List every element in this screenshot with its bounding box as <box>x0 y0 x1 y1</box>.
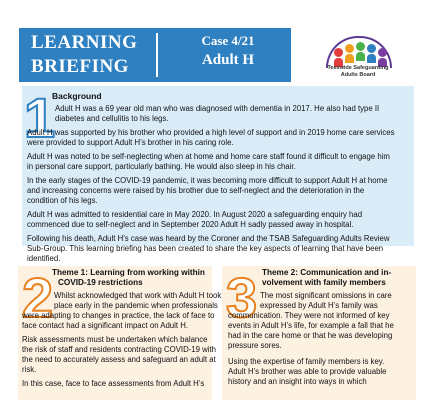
theme-2-line-4: events in Adult H’s life, for example a fall that he <box>228 321 394 330</box>
bg-para-4-line-3: condition of his legs. <box>27 196 98 205</box>
bg-para-1-line-2: diabetes and cellulitis to his legs. <box>55 114 169 123</box>
theme-2-line-3: communication. They were not informed of key <box>228 311 390 320</box>
theme-1-line-8: risk. <box>22 365 37 374</box>
title-line-2: BRIEFING <box>31 56 129 77</box>
bg-para-2-line-1: Adult H was supported by his brother who provided a high level of support and in 2019 home care services <box>27 128 395 137</box>
logo-person-green <box>356 42 365 51</box>
theme-2-line-1: The most significant omissions in care <box>260 291 392 300</box>
bg-para-6-line-3: identified. <box>27 254 61 263</box>
title-banner <box>19 28 291 82</box>
banner-divider <box>156 33 158 77</box>
tsab-logo <box>298 28 418 82</box>
background-heading: Background <box>52 91 102 101</box>
theme-2-heading-line-1: Theme 2: Communication and in- <box>262 268 392 277</box>
theme-1-line-3: were adapting to changes in practice, the lack of face to <box>22 311 215 320</box>
logo-body-orange <box>345 54 354 63</box>
bg-para-1-line-1: Adult H was a 69 year old man who was diagnosed with dementia in 2017. He also had type II <box>55 104 380 113</box>
title-line-1: LEARNING <box>31 32 138 53</box>
background-number: 1 <box>24 86 56 149</box>
logo-person-blue <box>367 44 376 53</box>
logo-person-purple <box>378 48 387 57</box>
theme-1-line-1: Whilst acknowledged that work with Adult H took <box>54 291 222 300</box>
theme-2-line-5: had in the care home or that he was developing <box>228 331 393 340</box>
bg-para-3-line-2: in personal care support, particularly bathing. He would also sleep in his chair. <box>27 162 296 171</box>
logo-person-orange <box>345 44 354 53</box>
bg-para-6-line-2: Sub-Group. This learning briefing has been created to share the key aspects of learning that have been <box>27 244 384 253</box>
theme-1-number: 2 <box>22 266 54 329</box>
theme-2-line-2: expressed by Adult H’s family was <box>260 301 378 310</box>
briefing-title <box>31 31 137 79</box>
case-number: Case 4/21 <box>201 33 255 48</box>
bg-para-4-line-1: In the early stages of the COVID-19 pandemic, it was becoming more difficult to support Adult H at home <box>27 176 388 185</box>
bg-para-4-line-2: and increasing concerns were raised by his brother due to self-neglect and the deterioration in the <box>27 186 365 195</box>
theme-2-line-7: Using the expertise of family members is key. <box>228 357 385 366</box>
theme-1-line-4: face contact had a significant impact on Adult H. <box>22 321 188 330</box>
logo-text-line-1: Teeswide Safeguarding <box>327 65 389 71</box>
logo-person-red <box>334 48 343 57</box>
theme-2-heading-line-2: volvement with family members <box>262 278 386 287</box>
bg-para-3-line-1: Adult H was noted to be self-neglecting when at home and home care staff found it difficult to engage him <box>27 152 390 161</box>
logo-text-line-2: Adults Board <box>340 72 376 78</box>
logo-body-blue <box>367 54 376 63</box>
theme-1-heading-line-1: Theme 1: Learning from working within <box>52 268 205 277</box>
theme-1-line-6: the risk of staff and residents contracting COVID-19 with <box>22 345 217 354</box>
theme-1-line-5: Risk assessments must be undertaken which balance <box>22 335 208 344</box>
bg-para-5-line-2: commenced due to self-neglect and in September 2020 Adult H sadly passed away in hospital. <box>27 220 354 229</box>
theme-1-line-2: place early in the pandemic when professionals <box>54 301 218 310</box>
bg-para-6-line-1: Following his death, Adult H’s case was heard by the Coroner and the TSAB Safeguarding Adults Review <box>27 234 390 243</box>
theme-2-line-8: Adult H’s brother was able to provide valuable <box>228 367 387 376</box>
theme-1-line-7: the need to accurately assess and safeguard an adult at <box>22 355 216 364</box>
theme-2-number: 3 <box>226 266 258 329</box>
header <box>0 0 428 84</box>
logo-body-green <box>356 52 365 61</box>
case-name: Adult H <box>201 52 255 68</box>
bg-para-2-line-2: were provided to support Adult H’s brother in his caring role. <box>27 138 234 147</box>
theme-2-line-9: history and an insight into ways in which <box>228 377 367 386</box>
theme-1-line-9: In this case, face to face assessments from Adult H’s <box>22 379 205 388</box>
theme-1-heading-line-2: COVID-19 restrictions <box>58 278 143 287</box>
bg-para-5-line-1: Adult H was admitted to residential care in May 2020. In August 2020 a safeguarding enquiry had <box>27 210 363 219</box>
theme-2-line-6: pressure sores. <box>228 341 282 350</box>
